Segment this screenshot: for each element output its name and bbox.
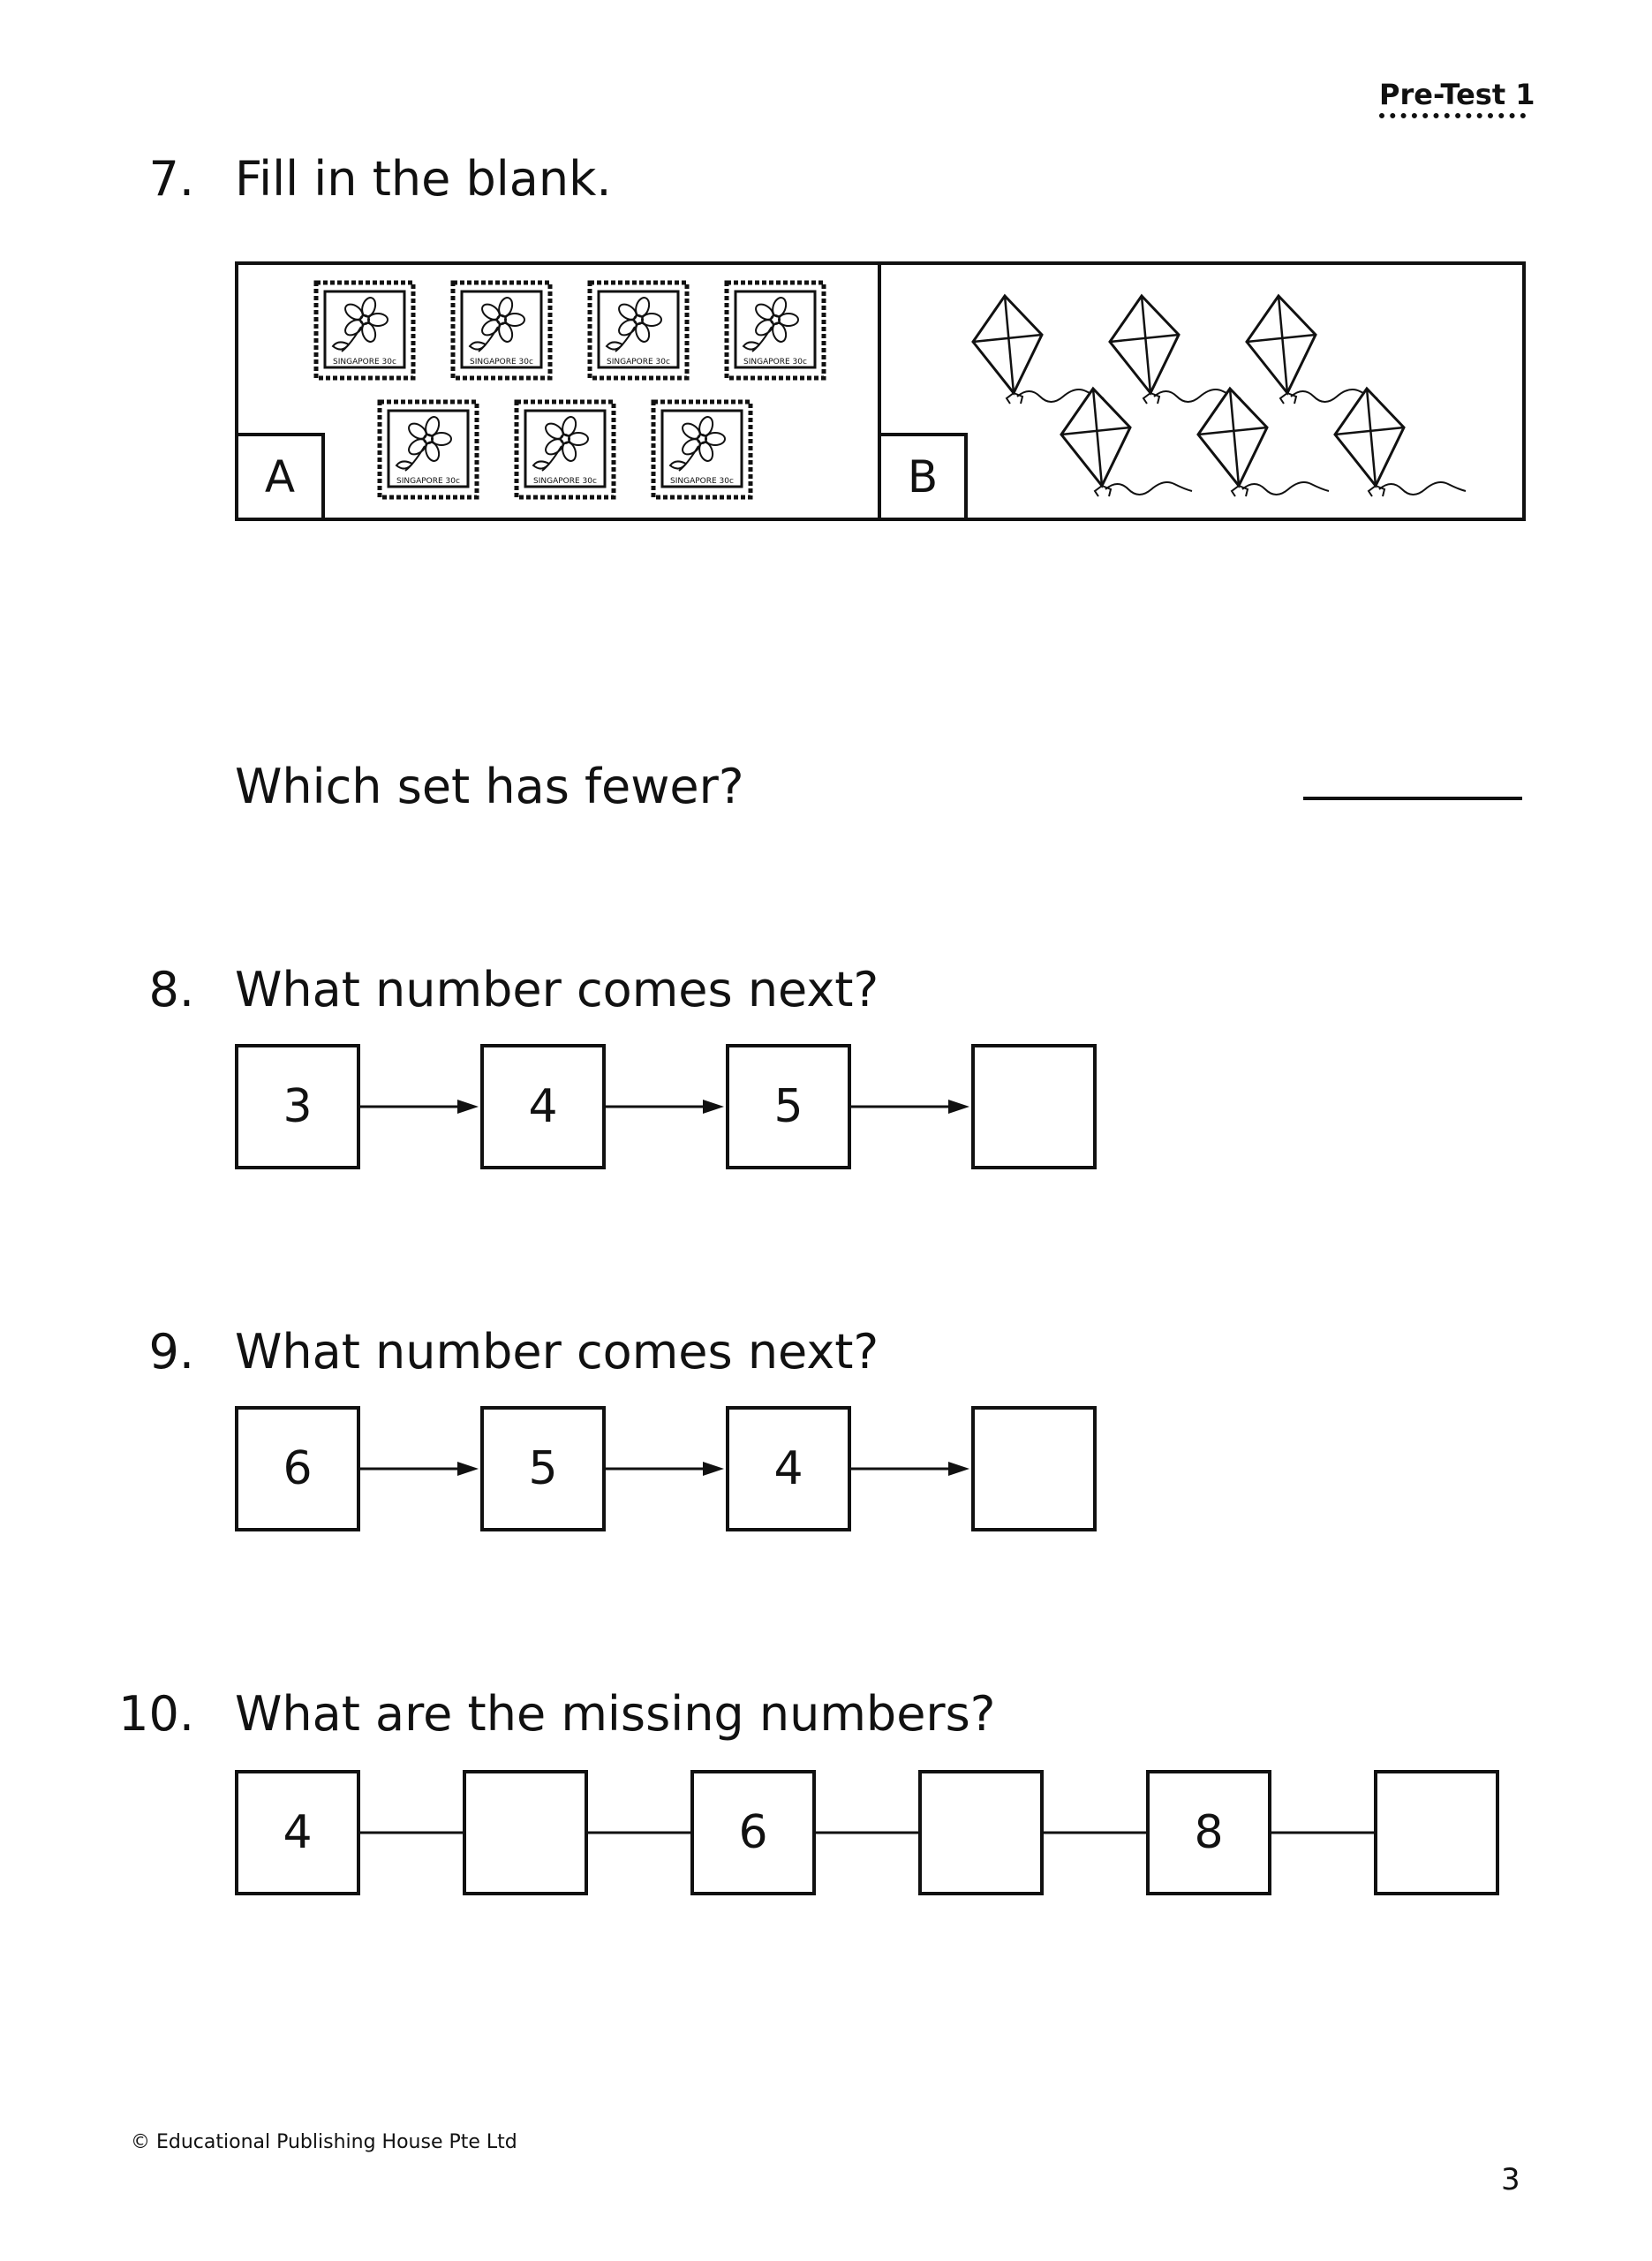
page-number: 3: [1501, 2162, 1520, 2197]
copyright-notice: © Educational Publishing House Pte Ltd: [131, 2131, 517, 2153]
stamp-caption: SINGAPORE 30c: [533, 477, 597, 486]
number-box: 4: [480, 1044, 606, 1169]
question-8-number: 8.: [148, 962, 194, 1017]
answer-box[interactable]: [918, 1770, 1044, 1895]
number-box: 4: [726, 1406, 851, 1531]
stamp-caption: SINGAPORE 30c: [607, 358, 670, 367]
answer-box[interactable]: [463, 1770, 588, 1895]
set-b-label: B: [878, 433, 968, 521]
test-title: Pre-Test 1: [1379, 78, 1535, 111]
answer-box[interactable]: [1374, 1770, 1499, 1895]
question-7-subquestion: Which set has fewer?: [235, 759, 744, 814]
number-box: 6: [690, 1770, 816, 1895]
question-9-number: 9.: [148, 1324, 194, 1380]
number-box: 8: [1146, 1770, 1271, 1895]
number-box: 5: [726, 1044, 851, 1169]
stamp-caption: SINGAPORE 30c: [333, 358, 396, 367]
question-8-prompt: What number comes next?: [235, 962, 879, 1017]
number-box: 6: [235, 1406, 360, 1531]
set-a-label: A: [235, 433, 325, 521]
number-box: 4: [235, 1770, 360, 1895]
stamp-caption: SINGAPORE 30c: [396, 477, 460, 486]
number-box: 3: [235, 1044, 360, 1169]
number-box: 5: [480, 1406, 606, 1531]
question-7-prompt: Fill in the blank.: [235, 151, 612, 207]
question-9-prompt: What number comes next?: [235, 1324, 879, 1380]
question-10-prompt: What are the missing numbers?: [235, 1686, 996, 1742]
question-10-number: 10.: [118, 1686, 194, 1742]
stamp-caption: SINGAPORE 30c: [670, 477, 734, 486]
stamp-caption: SINGAPORE 30c: [470, 358, 533, 367]
stamp-caption: SINGAPORE 30c: [743, 358, 807, 367]
question-7-number: 7.: [148, 151, 194, 207]
